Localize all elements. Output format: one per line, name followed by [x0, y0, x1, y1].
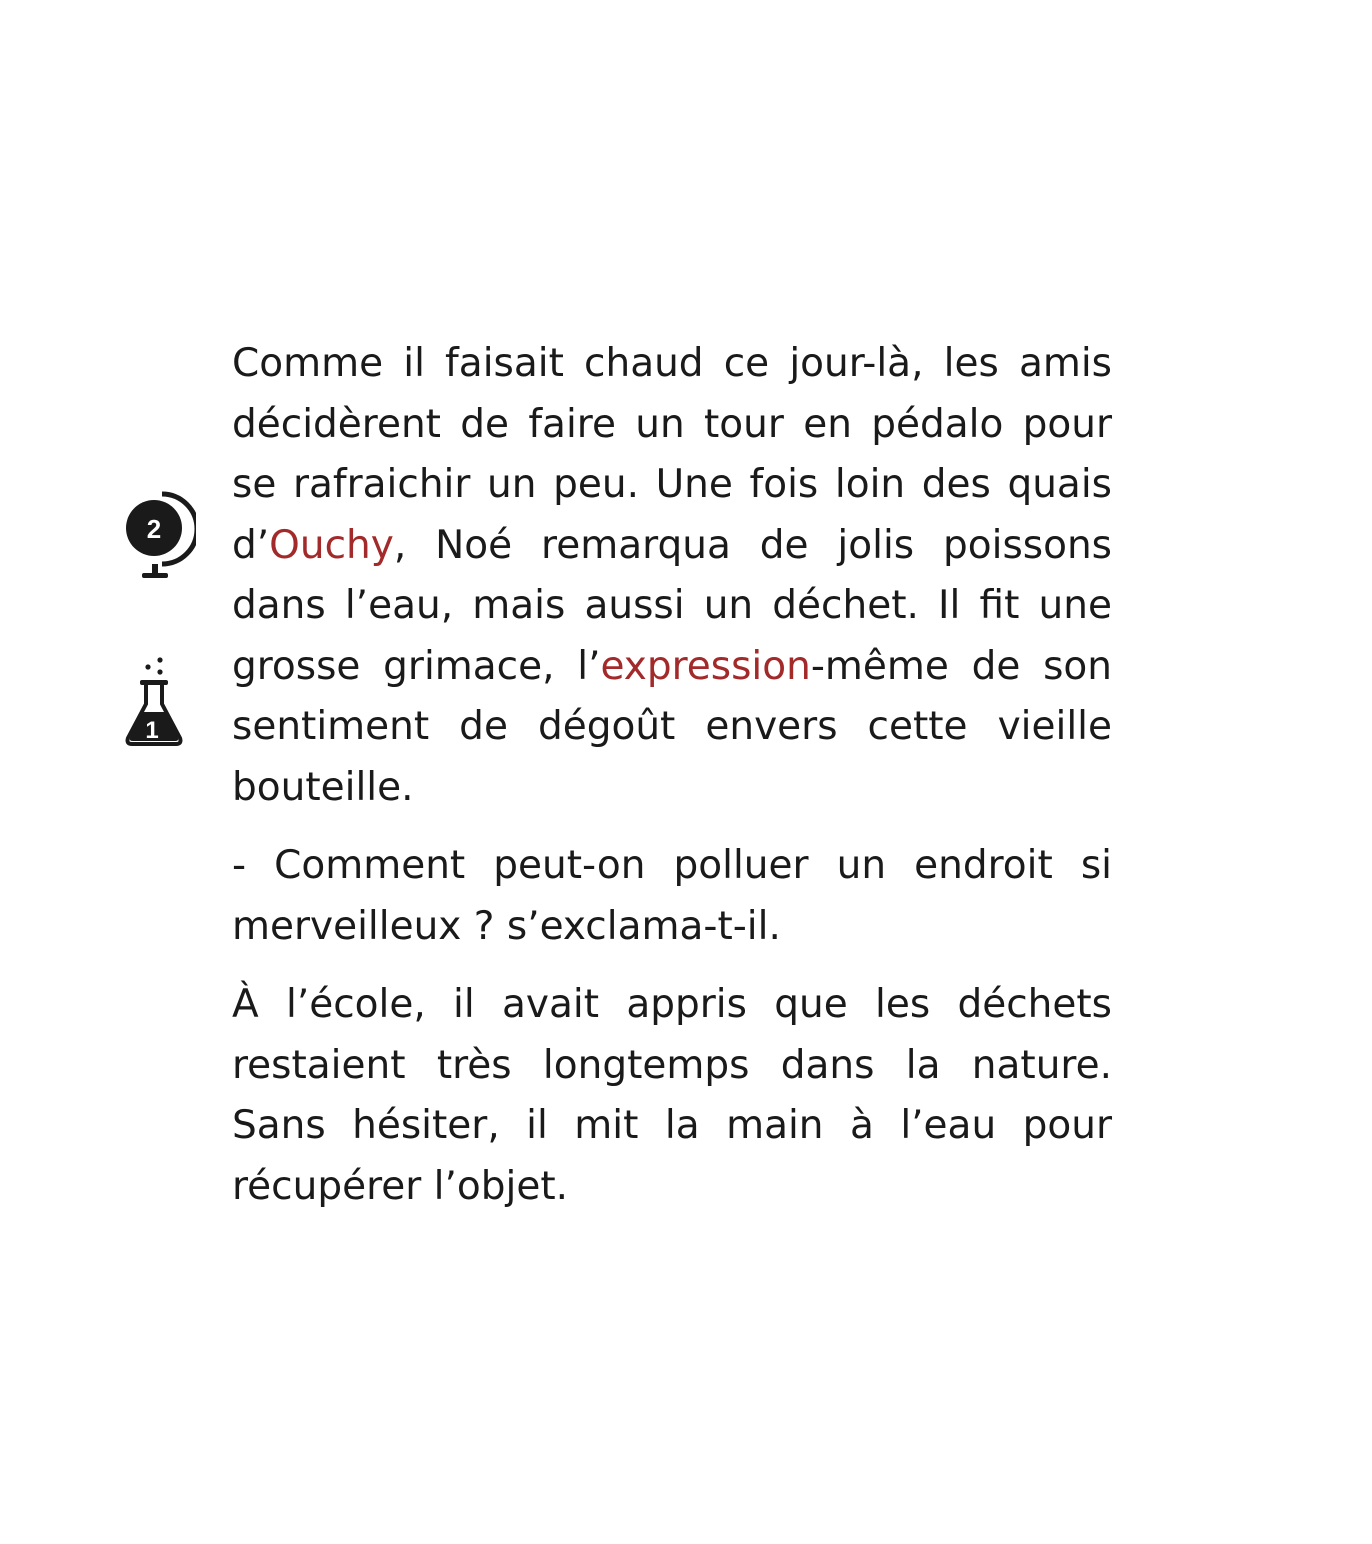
globe-icon-number: 2	[146, 514, 162, 544]
keyword-ouchy[interactable]: Ouchy	[269, 522, 394, 568]
paragraph-2: - Comment peut-on polluer un endroit si merveilleux ? s’exclama-t-il.	[232, 843, 1112, 949]
paragraph-1-part-a: Comme il faisait chaud ce jour-là, les amis décidèrent de faire un tour en pédalo pour se rafraichir un peu. Une fois loin des quais d’	[232, 341, 1112, 568]
paragraph-3: À l’école, il avait appris que les déchets restaient très longtemps dans la nature. Sans hésiter, il mit la main à l’eau pour récupérer l’objet.	[232, 982, 1112, 1209]
story-text	[232, 334, 1112, 1235]
flask-icon[interactable]	[122, 654, 186, 748]
paragraph-1-part-c: -même de son sentiment de dégoût envers cette vieille bouteille.	[232, 643, 1112, 810]
paragraph-1-part-b: , Noé remarqua de jolis poissons dans l’eau, mais aussi un déchet. Il fit une grosse grimace, l’	[232, 522, 1112, 689]
globe-icon[interactable]	[122, 490, 196, 582]
paragraph-1	[232, 334, 1112, 818]
flask-icon-number: 1	[145, 717, 159, 744]
keyword-expression[interactable]: expression	[600, 643, 811, 689]
